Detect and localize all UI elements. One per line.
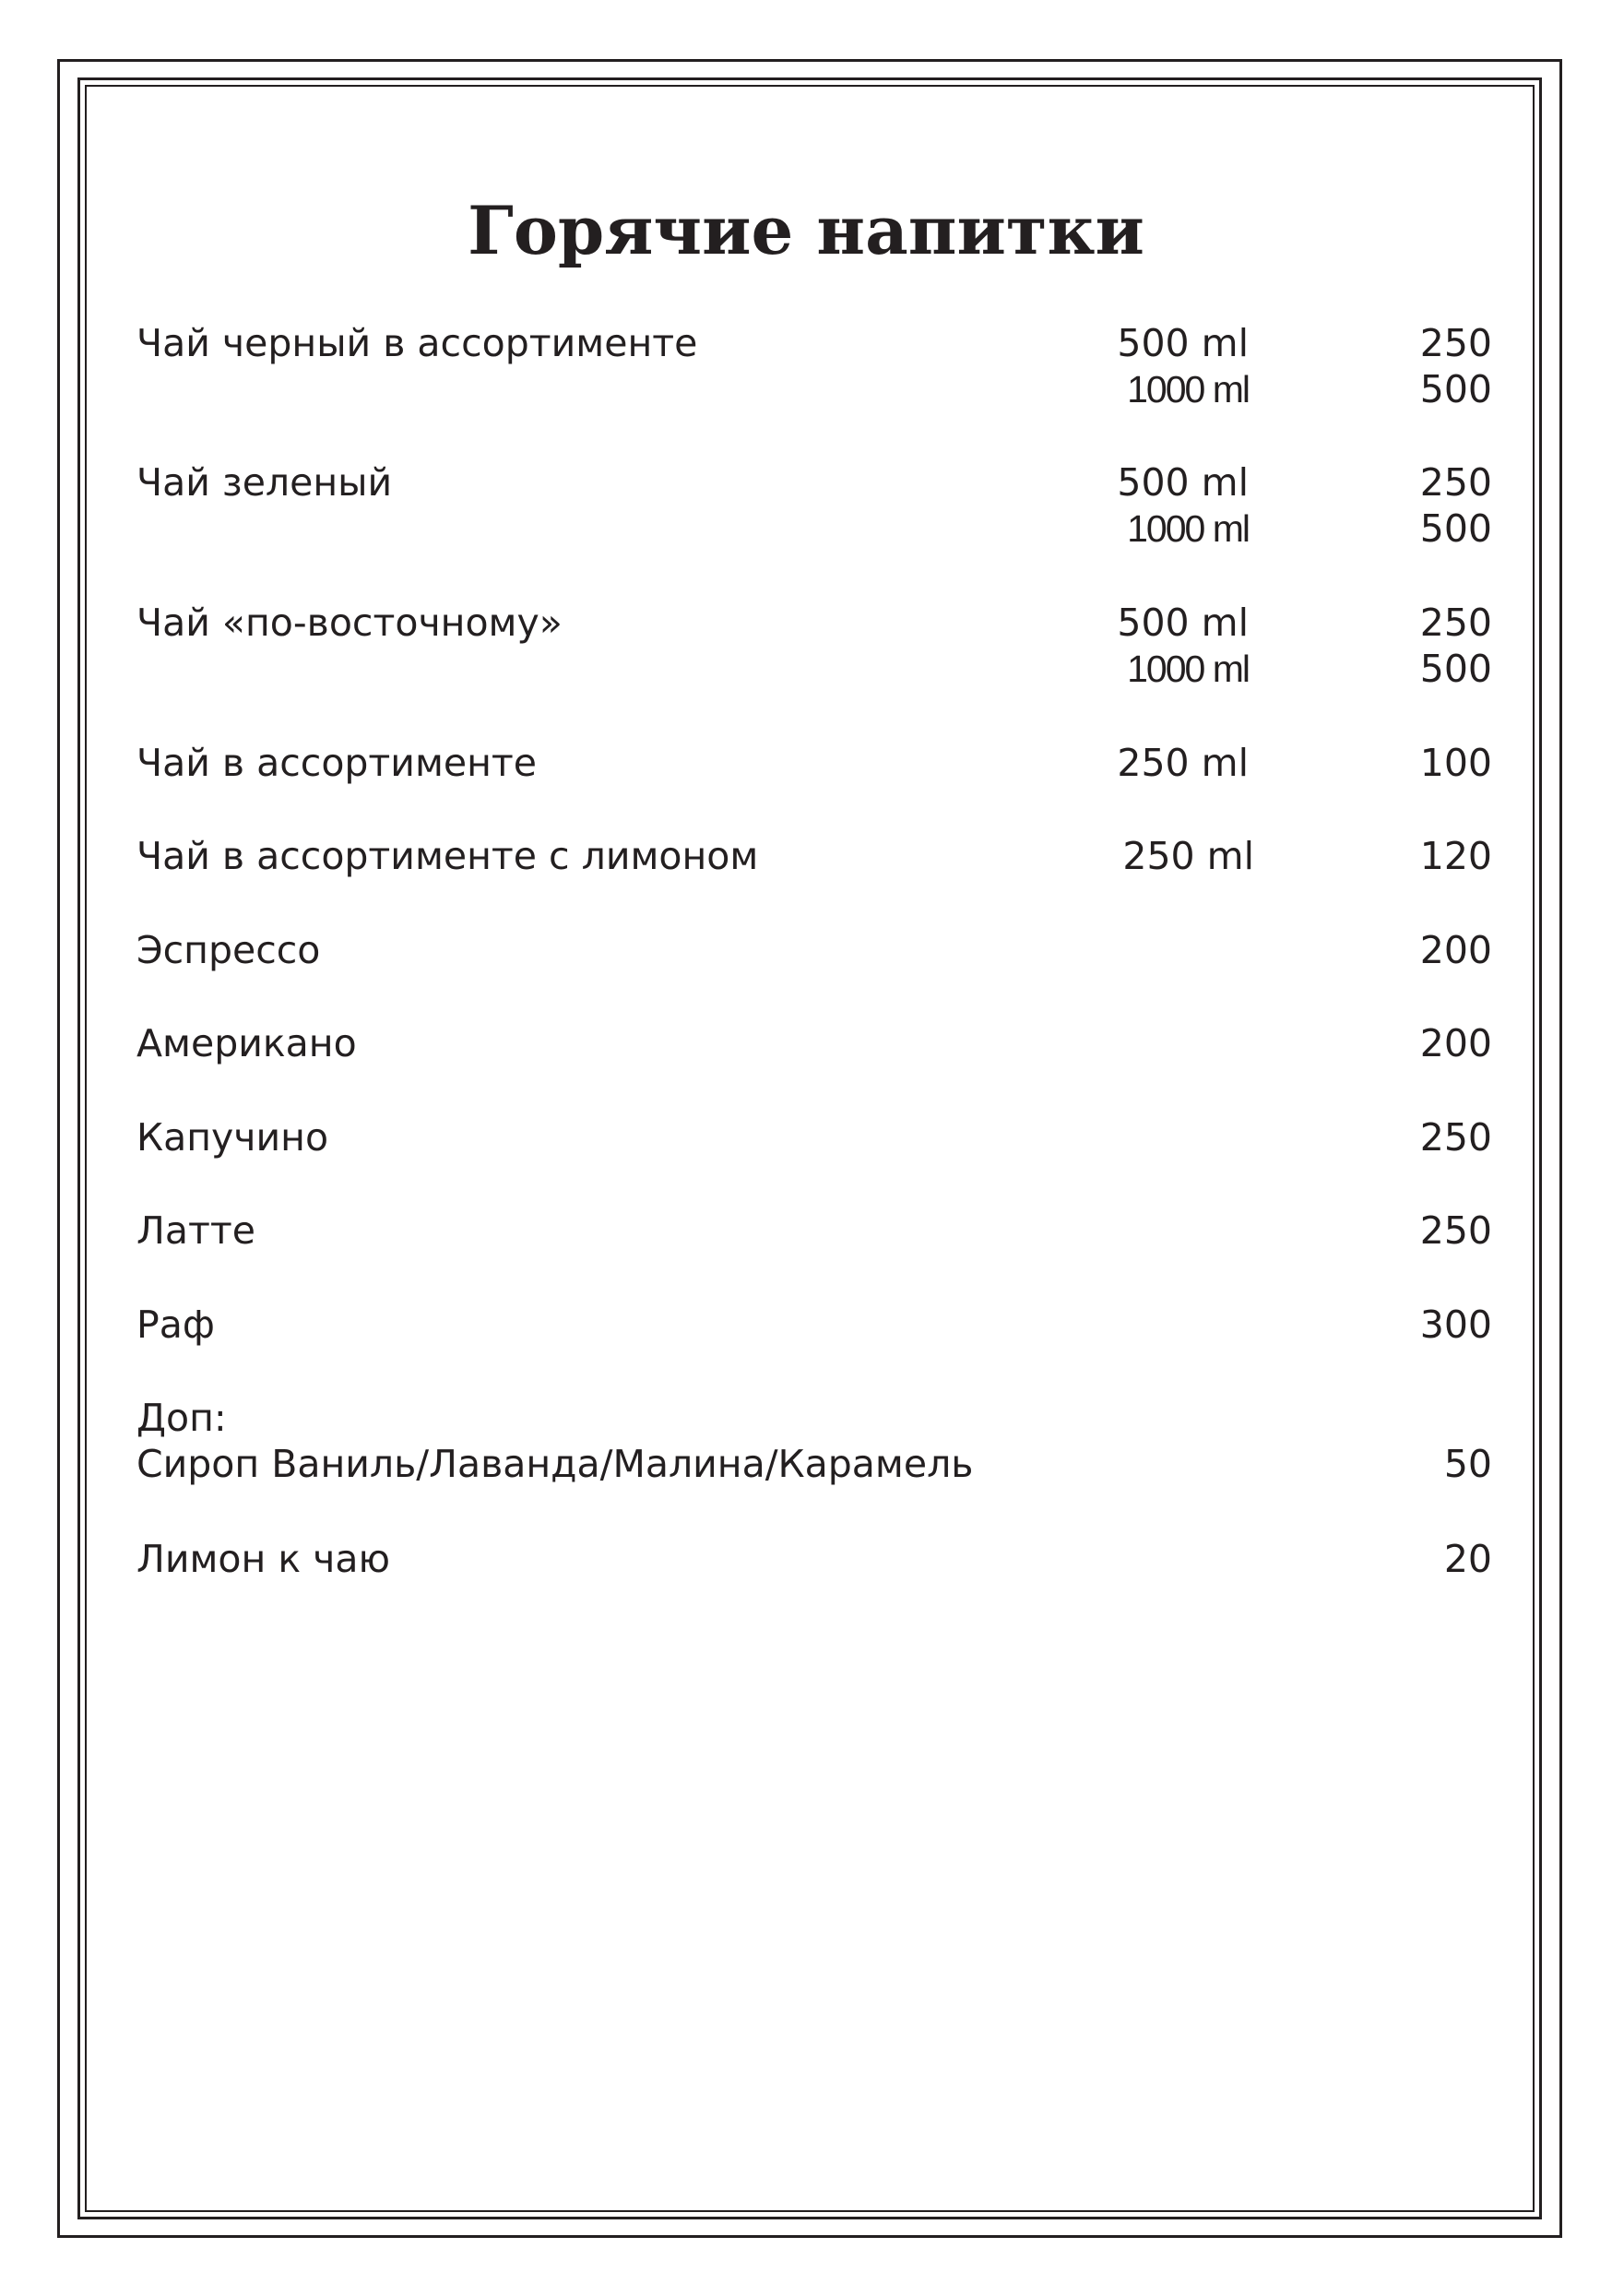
item-name: Чай в ассортименте с лимоном [136,834,759,878]
item-price: 100 [1419,741,1492,785]
item-name: Капучино [136,1115,329,1160]
item-price: 500 [1419,647,1492,691]
item-price: 250 [1419,1115,1492,1160]
item-name: Чай в ассортименте [136,741,538,785]
item-volume: 250 ml [1117,741,1249,785]
item-price: 200 [1419,928,1492,972]
item-price: 250 [1419,460,1492,505]
item-name: Латте [136,1208,255,1253]
item-name: Лимон к чаю [136,1537,390,1581]
item-name: Эспрессо [136,928,321,972]
item-name: Раф [136,1303,215,1347]
item-volume: 500 ml [1117,601,1249,645]
item-price: 250 [1419,601,1492,645]
item-price: 500 [1419,506,1492,551]
item-price: 200 [1419,1021,1492,1065]
page-title: Горячие напитки [468,191,1144,269]
item-price: 50 [1443,1442,1492,1486]
item-volume: 1000 ml [1127,507,1249,550]
item-name: Чай «по-восточному» [136,601,563,645]
item-price: 20 [1443,1537,1492,1581]
item-name: Доп: [136,1396,227,1440]
item-subname: Сироп Ваниль/Лаванда/Малина/Карамель [136,1442,974,1486]
item-volume: 500 ml [1117,321,1249,365]
item-volume: 1000 ml [1127,648,1249,690]
item-volume: 1000 ml [1127,368,1249,410]
item-price: 250 [1419,1208,1492,1253]
item-name: Чай черный в ассортименте [136,321,698,365]
item-name: Американо [136,1021,357,1065]
item-price: 250 [1419,321,1492,365]
item-name: Чай зеленый [136,460,393,505]
item-price: 300 [1419,1303,1492,1347]
item-volume: 500 ml [1117,460,1249,505]
item-volume: 250 ml [1122,834,1254,878]
item-price: 120 [1419,834,1492,878]
item-price: 500 [1419,367,1492,411]
